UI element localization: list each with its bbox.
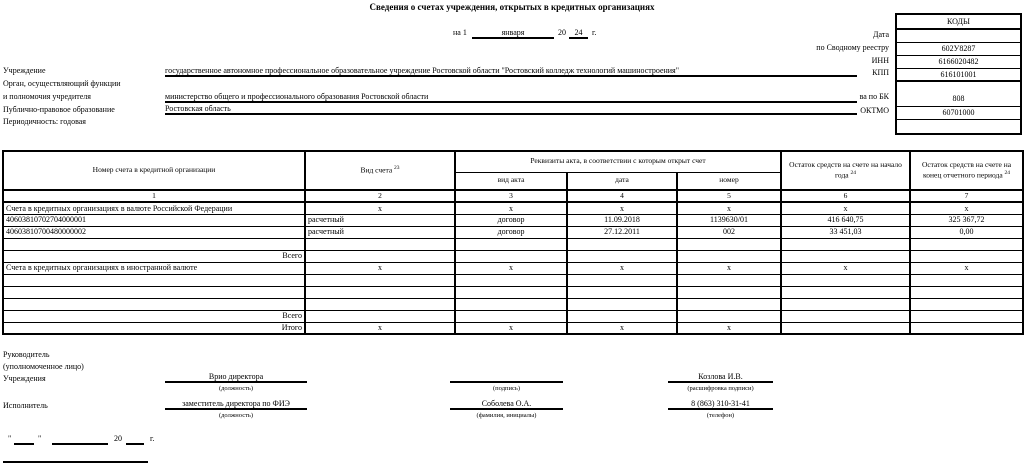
table-cell <box>305 310 455 322</box>
caption-position-2: (должность) <box>218 412 254 419</box>
table-cell: х <box>910 262 1023 274</box>
caption-fio: (фамилия, инициалы) <box>476 412 537 419</box>
account-row <box>3 214 1023 226</box>
table-cell: х <box>305 322 455 334</box>
footer-suffix: г. <box>150 434 155 443</box>
table-cell: Итого <box>3 322 305 334</box>
report-date-year-field: 24 <box>569 28 588 39</box>
table-cell: х <box>455 202 567 214</box>
account-row <box>3 226 1023 238</box>
label-bk: ва по БК <box>859 92 889 101</box>
table-cell <box>781 322 910 334</box>
table-cell: 0,00 <box>910 226 1023 238</box>
table-cell: 27.12.2011 <box>567 226 677 238</box>
total-row-rub <box>3 250 1023 262</box>
table-cell <box>781 286 910 298</box>
caption-signature: (подпись) <box>493 385 520 392</box>
accounts-table <box>2 150 1024 335</box>
table-cell: 40603810702704000001 <box>3 214 305 226</box>
table-cell <box>455 250 567 262</box>
table-cell: 40603810700480000002 <box>3 226 305 238</box>
header-act-date: дата <box>567 172 677 190</box>
institution-value-line: государственное автономное профессиональное образовательное учреждение Ростовской области "Ростовский колледж технологий машиностроения" <box>165 66 857 77</box>
head-label-1: Руководитель <box>3 350 50 359</box>
executor-position-line: заместитель директора по ФИЭ <box>165 399 307 410</box>
head-label-2: (уполномоченное лицо) <box>3 362 84 371</box>
table-cell <box>567 310 677 322</box>
table-cell <box>910 310 1023 322</box>
table-cell <box>567 250 677 262</box>
code-date-value <box>897 30 1020 43</box>
header-account-type: Вид счета $^{23}$ <box>305 151 455 190</box>
table-cell: х <box>677 202 781 214</box>
table-cell: Всего <box>3 250 305 262</box>
table-cell <box>781 250 910 262</box>
report-date-suffix: г. <box>592 28 597 37</box>
col-num-7: 7 <box>910 190 1023 202</box>
founder-label-line1: Орган, осуществляющий функции <box>3 79 121 88</box>
empty-row <box>3 238 1023 250</box>
table-cell <box>305 298 455 310</box>
report-date-century: 20 <box>558 28 566 37</box>
code-inn-value: 6166020482 <box>897 56 1020 69</box>
table-cell <box>3 274 305 286</box>
header-balance-end: Остаток средств на счете на конец отчетного периода $^{24}$ <box>910 151 1023 190</box>
table-cell <box>305 238 455 250</box>
codes-header: КОДЫ <box>897 15 1020 30</box>
table-cell <box>677 286 781 298</box>
table-cell <box>455 310 567 322</box>
label-inn: ИНН <box>871 56 889 65</box>
table-cell: х <box>305 202 455 214</box>
table-cell: х <box>567 262 677 274</box>
code-kpp-value: 616101001 <box>897 69 1020 82</box>
table-cell <box>910 274 1023 286</box>
executor-name-line: Соболева О.А. <box>450 399 563 410</box>
empty-row <box>3 286 1023 298</box>
table-cell <box>305 286 455 298</box>
table-cell <box>910 322 1023 334</box>
table-cell: договор <box>455 226 567 238</box>
section-row-foreign <box>3 262 1023 274</box>
col-num-4: 4 <box>567 190 677 202</box>
col-num-5: 5 <box>677 190 781 202</box>
col-num-1: 1 <box>3 190 305 202</box>
page-title: Сведения о счетах учреждения, открытых в кредитных организациях <box>369 2 655 12</box>
table-cell: х <box>781 262 910 274</box>
table-cell: 1139630/01 <box>677 214 781 226</box>
code-empty-value <box>897 120 1020 133</box>
table-header-row-1 <box>3 151 1023 172</box>
table-cell <box>3 238 305 250</box>
table-cell <box>781 274 910 286</box>
table-cell: х <box>781 202 910 214</box>
table-cell: 416 640,75 <box>781 214 910 226</box>
table-cell <box>455 286 567 298</box>
footer-year-field <box>126 434 144 445</box>
grand-total-row <box>3 322 1023 334</box>
executor-label: Исполнитель <box>3 401 48 410</box>
code-bk-value: 808 <box>897 82 1020 107</box>
footer-month-field <box>52 434 108 445</box>
table-cell <box>455 238 567 250</box>
table-cell: договор <box>455 214 567 226</box>
table-cell <box>781 310 910 322</box>
codes-box <box>895 13 1022 135</box>
table-cell: Счета в кредитных организациях в валюте Российской Федерации <box>3 202 305 214</box>
table-cell: 325 367,72 <box>910 214 1023 226</box>
table-cell <box>910 250 1023 262</box>
table-cell <box>677 250 781 262</box>
table-cell <box>781 238 910 250</box>
founder-label-line2: и полномочия учредителя <box>3 92 91 101</box>
table-cell: х <box>677 322 781 334</box>
table-cell: х <box>305 262 455 274</box>
table-cell <box>567 298 677 310</box>
empty-row <box>3 298 1023 310</box>
table-cell <box>455 298 567 310</box>
table-cell: Всего <box>3 310 305 322</box>
header-act-group: Реквизиты акта, в соответствии с которым открыт счет <box>455 151 781 172</box>
caption-phone: (телефон) <box>706 412 735 419</box>
table-cell <box>677 298 781 310</box>
col-num-3: 3 <box>455 190 567 202</box>
footer-close-quote: " <box>38 434 42 443</box>
table-cell <box>305 250 455 262</box>
label-oktmo: ОКТМО <box>860 106 889 115</box>
label-date: Дата <box>873 30 889 39</box>
table-cell: х <box>567 322 677 334</box>
ppo-label: Публично-правовое образование <box>3 105 115 114</box>
table-cell: х <box>677 262 781 274</box>
table-cell <box>567 238 677 250</box>
table-cell <box>910 238 1023 250</box>
table-cell: х <box>455 262 567 274</box>
header-act-number: номер <box>677 172 781 190</box>
head-position-line: Врио директора <box>165 372 307 383</box>
footer-century: 20 <box>114 434 122 443</box>
head-label-3: Учреждения <box>3 374 46 383</box>
report-date-month-field: января <box>472 28 554 39</box>
caption-position-1: (должность) <box>218 385 254 392</box>
table-cell: х <box>455 322 567 334</box>
table-cell <box>3 286 305 298</box>
table-cell <box>677 274 781 286</box>
table-cell <box>910 286 1023 298</box>
founder-value-line: министерство общего и профессионального образования Ростовской области <box>165 92 857 103</box>
institution-label: Учреждение <box>3 66 46 75</box>
col-num-2: 2 <box>305 190 455 202</box>
footer-open-quote: " <box>8 434 12 443</box>
report-date-prefix: на 1 <box>453 28 467 37</box>
header-balance-start: Остаток средств на счете на начало года $^{24}$ <box>781 151 910 190</box>
table-cell <box>781 298 910 310</box>
table-cell <box>677 238 781 250</box>
header-act-kind: вид акта <box>455 172 567 190</box>
table-cell: расчетный <box>305 226 455 238</box>
table-cell: 11.09.2018 <box>567 214 677 226</box>
empty-row <box>3 274 1023 286</box>
table-cell: х <box>910 202 1023 214</box>
table-cell <box>455 274 567 286</box>
section-row-rub <box>3 202 1023 214</box>
table-cell <box>305 274 455 286</box>
table-cell <box>567 274 677 286</box>
executor-phone-line: 8 (863) 310-31-41 <box>668 399 773 410</box>
head-signature-line <box>450 372 563 383</box>
ppo-value-line: Ростовская область <box>165 104 857 115</box>
footer-day-field <box>14 434 34 445</box>
total-row-foreign <box>3 310 1023 322</box>
table-cell: Счета в кредитных организациях в иностранной валюте <box>3 262 305 274</box>
label-registry: по Сводному реестру <box>816 43 889 52</box>
table-cell: расчетный <box>305 214 455 226</box>
footnote-divider <box>3 461 148 463</box>
code-oktmo-value: 60701000 <box>897 107 1020 120</box>
table-cell <box>3 298 305 310</box>
periodicity-label: Периодичность: годовая <box>3 117 86 126</box>
caption-name-decode: (расшифровка подписи) <box>687 385 754 392</box>
col-num-6: 6 <box>781 190 910 202</box>
code-registry-value: 602У8287 <box>897 43 1020 56</box>
table-cell <box>910 298 1023 310</box>
table-cell: 002 <box>677 226 781 238</box>
head-name-line: Козлова И.В. <box>668 372 773 383</box>
table-cell <box>677 310 781 322</box>
table-cell <box>567 286 677 298</box>
label-kpp: КПП <box>872 68 889 77</box>
table-cell: 33 451,03 <box>781 226 910 238</box>
header-account-number: Номер счета в кредитной организации <box>3 151 305 190</box>
table-cell: х <box>567 202 677 214</box>
column-number-row <box>3 190 1023 202</box>
